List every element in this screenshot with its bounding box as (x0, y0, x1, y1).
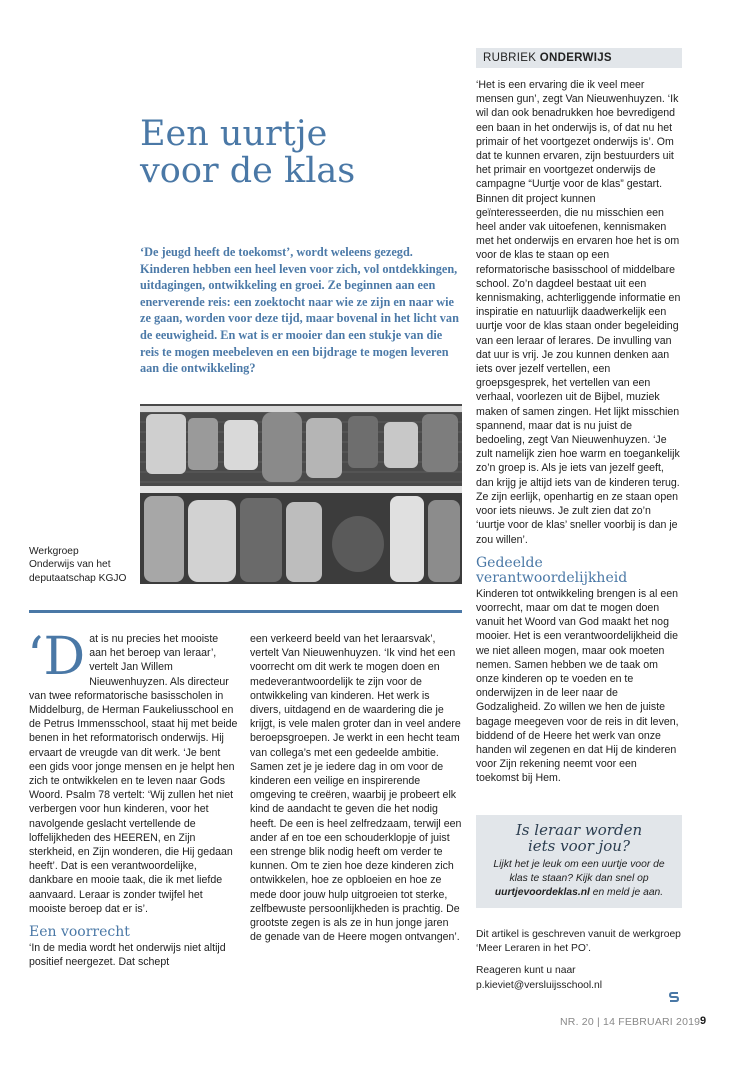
callout-title-line-2: iets voor jou? (527, 837, 631, 855)
publication-logo-icon (668, 990, 680, 1002)
col2-paragraph-2: Samen zet je je iedere dag in om voor de kinderen een veilige en inspirerende omgeving te creëren, waarbij je probeert elk kind de aandacht te geven die het nodig heeft. De een is heel zelfredzaam, terwijl een ander af en toe een schouderklopje of juist een strenge blik nodig heeft om verder te kunnen. Om te zien hoe deze kinderen zich ontwikkelen, hoe ze opbloeien en hoe ze mede door jouw hulp uitgroeien tot sterke, zelfbewuste persoonlijkheden is prachtig. De grootste zegen is als ze in hun jonge jaren de genade van de Heere mogen ontvangen’. (250, 760, 462, 944)
callout-link[interactable]: uurtjevoordeklas.nl (494, 887, 590, 898)
column-1 (27, 627, 238, 969)
subhead-een-voorrecht: Een voorrecht (29, 924, 130, 941)
callout-title (476, 822, 682, 854)
column-2 (250, 632, 462, 944)
subhead-2-line-1: Gedeelde (476, 554, 543, 571)
callout-text-line-3 (476, 886, 682, 900)
col2-paragraph-1: een verkeerd beeld van het leraarsvak’, vertelt Van Nieuwenhuyzen. ‘Ik vind het een voorrecht om dit werk te mogen doen en medeverantwoordelijk te zijn voor de ontwikkeling van kinderen. Het werk is divers, uitdagend en de waardering die je krijgt, is vele malen groter dan in veel andere beroepsgroepen. Je werkt in een hecht team van collega’s met een gedeelde ambitie. (250, 633, 461, 759)
callout-box (476, 815, 682, 908)
coat-rack-image (140, 404, 462, 584)
article-intro: ‘De jeugd heeft de toekomst’, wordt weleens gezegd. Kinderen hebben een heel leven voor zich, vol ontdekkingen, uitdagingen, ontwikkeling en groei. Ze beginnen aan een enerverende reis: een zoektocht naar wie ze zijn en naar wie ze gaan, worden voor deze tijd, maar bovenal in het licht van de eeuwigheid. En wat is er mooier dan een stukje van die reis te mogen meebeleven en een bijdrage te mogen leveren aan die ontwikkeling? (140, 245, 459, 376)
col3-paragraph-2: Kinderen tot ontwikkeling brengen is al een voorrecht, maar om dat te mogen doen vanuit het Woord van God maakt het nog mooier. Het is een verantwoordelijkheid die we niet alleen mogen, maar ook moeten nemen. Samen hebben we de taak om onze kinderen op te voeden en te onderwijzen in de leer naar de Godzaligheid. Zo willen we hen de juiste bagage meegeven voor de reis in dit leven, biddend of de Heere het werk van onze handen wil zegenen en dat Hij de kinderen voor Zijn rekening neemt voor een toekomst bij Hem. (476, 587, 679, 785)
article-title (140, 116, 460, 190)
section-divider (29, 610, 462, 613)
col1-paragraph-2: ‘In de media wordt het onderwijs niet altijd positief neergezet. Dat schept (29, 942, 226, 969)
title-line-2: voor de klas (140, 151, 356, 191)
title-line-1: Een uurtje (140, 114, 328, 154)
article-note (476, 928, 682, 1001)
subhead-gedeelde-verantwoordelijkheid (476, 556, 682, 586)
col3-paragraph-1: ‘Het is een ervaring die ik veel meer mensen gun’, zegt Van Nieuwenhuyzen. ‘Ik wil dan ook benadrukken hoe bevredigend een baan in het onderwijs is, of dat nu het primair of het voortgezet onderwijs is’. Om dat te kunnen ervaren, zijn bestuurders uit het primair en voortgezet onderwijs de campagne “Uurtje voor de klas” gestart. Binnen dit project kunnen geïnteresseerden, die nu misschien een heel ander vak uitoefenen, kennismaken met het onderwijs en ervaren hoe het is om voor de klas te staan op een reformatorische basisschool of middelbare school. Zo’n dagdeel bestaat uit een kennismaking, achterliggende informatie en inspiratie en natuurlijk daadwerkelijk een uurtje voor de klas staan onder begeleiding van een leraar of lerares. De invulling van dat uur is vrij. Je zou kunnen denken aan iets over jezelf vertellen, een groepsgesprek, het vertellen van een verhaal, voorlezen uit de Bijbel, muziek maken of samen zingen. Het lijkt misschien spannend, maar dat is nu juist de bedoeling, zegt Van Nieuwenhuyzen. ‘Je zult namelijk zien hoe warm en toegankelijk zo’n groep is. Als je iets van jezelf geeft, dan krijg je altijd iets van de kinderen terug. Ze zijn eerlijk, openhartig en ze staan open voor iets nieuws. Je zult zien dat zo’n ‘uurtje voor de klas’ sneller voorbij is dan je zou willen’. (476, 79, 681, 546)
note-paragraph-2 (476, 964, 682, 992)
callout-text-line-2: klas te staan? Kijk dan snel op (509, 873, 649, 884)
callout-text-line-1: Lijkt het je leuk om een uurtje voor de (493, 859, 665, 870)
subhead-2-line-2: verantwoordelijkheid (476, 569, 628, 586)
rubriek-name: ONDERWIJS (539, 52, 612, 64)
column-3 (476, 78, 682, 786)
rubriek-prefix: RUBRIEK (483, 52, 537, 64)
col1-paragraph-1 (27, 627, 238, 916)
drop-cap: ‘D (27, 627, 86, 687)
caption-line-1: Werkgroep (29, 546, 79, 557)
col1-paragraph-1-text: at is nu precies het mooiste aan het beroep van leraar’, vertelt Jan Willem Nieuwenhuyzen. Als directeur van twee reformatorische basisscholen in Middelburg, de Herman Faukeliusschool en de Petrus Immensschool, staat hij met beide benen in het reformatorisch onderwijs. Hij ervaart de vreugde van dit werk. ‘Je bent een gids voor jonge mensen en je helpt hen zich te ontwikkelen en te leven naar Gods Woord. Psalm 78 vertelt: ‘Wij zullen het niet verbergen voor hun kinderen, voor het navolgende geslacht vertellende de loffelijkheden des HEEREN, en Zijn sterkheid, en Zijn wonderen, die Hij gedaan heeft’. Dat is een verantwoordelijke, dankbare en mooie taak, die ik met liefde aanvaard. Leraar is zonder twijfel het mooiste beroep dat er is’. (29, 633, 238, 915)
caption-line-3: deputaatschap KGJO (29, 572, 127, 584)
note-paragraph-1: Dit artikel is geschreven vanuit de werkgroep ‘Meer Leraren in het PO’. (476, 929, 681, 955)
issue-footer: NR. 20 | 14 FEBRUARI 2019 (560, 1016, 701, 1028)
note-reply-text: Reageren kunt u naar (476, 965, 576, 977)
classroom-coat-rack-photo (140, 404, 462, 584)
photo-caption (29, 545, 137, 585)
caption-line-2: Onderwijs van het (29, 559, 111, 571)
callout-text (476, 858, 682, 900)
note-email[interactable]: p.kieviet@versluijsschool.nl (476, 979, 603, 991)
rubriek-label (476, 48, 682, 68)
page-number: 9 (700, 1015, 707, 1027)
callout-title-line-1: Is leraar worden (515, 821, 643, 839)
callout-text-after: en meld je aan. (589, 887, 664, 898)
